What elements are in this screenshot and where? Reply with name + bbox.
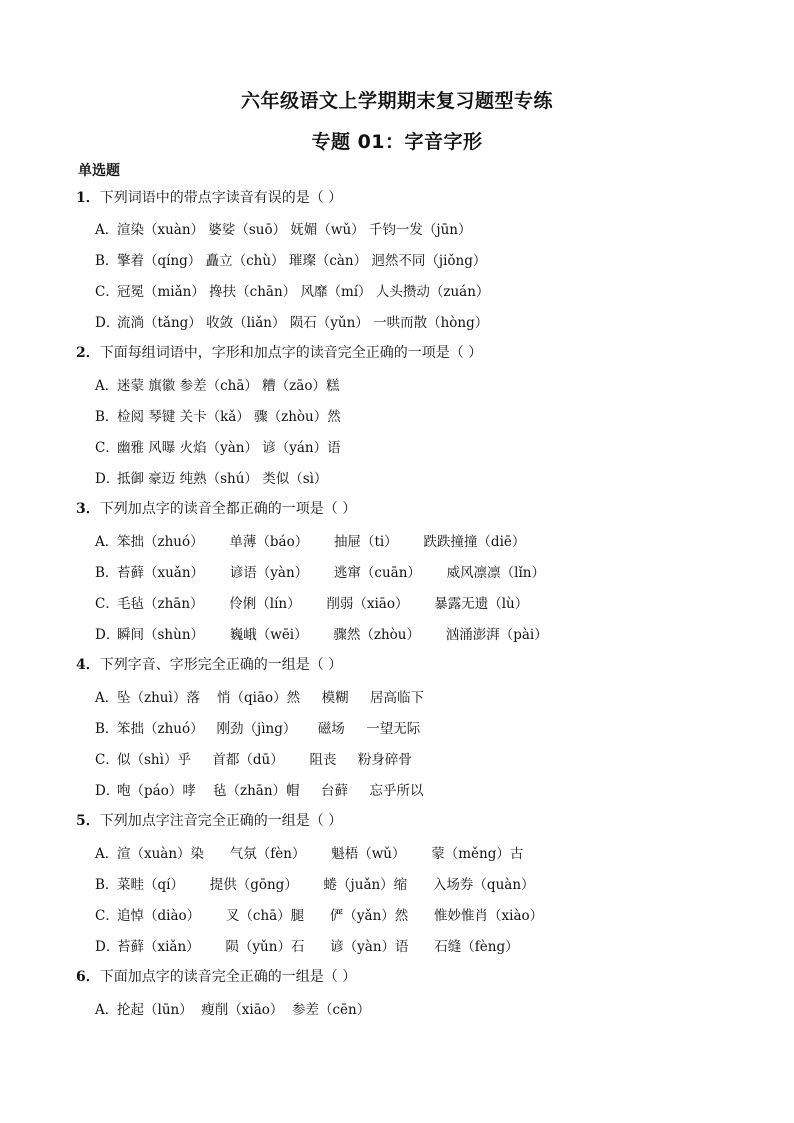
question-4: 4．下列字音、字形完全正确的一组是（ ） [76,657,343,673]
question-1: 1．下列词语中的带点字读音有误的是（ ） [76,190,343,206]
question-4-option-a: A．坠（zhuì）落 悄（qiāo）然 模糊 居高临下 [95,690,425,706]
document-title: 六年级语文上学期期末复习题型专练 [240,90,553,112]
question-5-option-b: B．菜畦（qí） 提供（gōng） 蜷（juǎn）缩 入场券（quàn） [95,877,535,893]
question-1-option-a: A．渲染（xuàn） 婆娑（suō） 妩媚（wǔ） 千钧一发（jūn） [95,222,472,238]
question-3: 3．下列加点字的读音全都正确的一项是（ ） [76,501,357,517]
question-2-option-b: B．检阅 琴键 关卡（kǎ） 骤（zhòu）然 [95,409,341,425]
question-3-option-d: D．瞬间（shùn） 巍峨（wēi） 骤然（zhòu） 汹涌澎湃（pài） [95,627,548,643]
section-heading: 单选题 [78,163,120,179]
question-2-option-a: A．迷蒙 旗徽 参差（chā） 糟（zāo）糕 [95,378,340,394]
question-3-option-c: C．毛毡（zhān） 伶俐（lín） 削弱（xiāo） 暴露无遗（lù） [95,596,529,612]
question-4-option-c: C．似（shì）乎 首都（dū） 阻丧 粉身碎骨 [95,752,412,768]
question-4-option-b: B．笨拙（zhuó） 刚劲（jìng） 磁场 一望无际 [95,721,421,737]
question-1-option-c: C．冠冕（miǎn） 搀扶（chān） 风靡（mí） 人头攒动（zuán） [95,284,490,300]
document-subtitle: 专题 01：字音字形 [311,131,483,153]
question-5-option-d: D．苔藓（xiǎn） 陨（yǔn）石 谚（yàn）语 石缝（fèng） [95,939,519,955]
question-2: 2．下面每组词语中，字形和加点字的读音完全正确的一项是（ ） [76,345,483,361]
question-3-option-b: B．苔藓（xuǎn） 谚语（yàn） 逃窜（cuān） 威风凛凛（lǐn） [95,565,545,581]
question-4-option-d: D．咆（páo）哮 毡（zhān）帽 台藓 忘乎所以 [95,783,424,799]
question-6-option-a: A．抡起（lūn） 瘦削（xiāo） 参差（cēn） [95,1002,371,1018]
question-2-option-c: C．幽雅 风曝 火焰（yàn） 谚（yán）语 [95,440,341,456]
question-2-option-d: D．抵御 豪迈 纯熟（shú） 类似（sì） [95,471,328,487]
question-5-option-a: A．渲（xuàn）染 气氛（fèn） 魁梧（wǔ） 蒙（měng）古 [95,846,524,862]
question-6: 6．下面加点字的读音完全正确的一组是（ ） [76,969,357,985]
question-1-option-d: D．流淌（tǎng） 收敛（liǎn） 陨石（yǔn） 一哄而散（hòng） [95,315,489,331]
question-5: 5．下列加点字注音完全正确的一组是（ ） [76,813,343,829]
question-1-option-b: B．擎着（qíng） 矗立（chù） 璀璨（càn） 迥然不同（jiǒng） [95,253,487,269]
question-5-option-c: C．追悼（diào） 叉（chā）腿 俨（yǎn）然 惟妙惟肖（xiào） [95,908,544,924]
question-3-option-a: A．笨拙（zhuó） 单薄（báo） 抽屉（ti） 跌跌撞撞（diē） [95,534,526,550]
